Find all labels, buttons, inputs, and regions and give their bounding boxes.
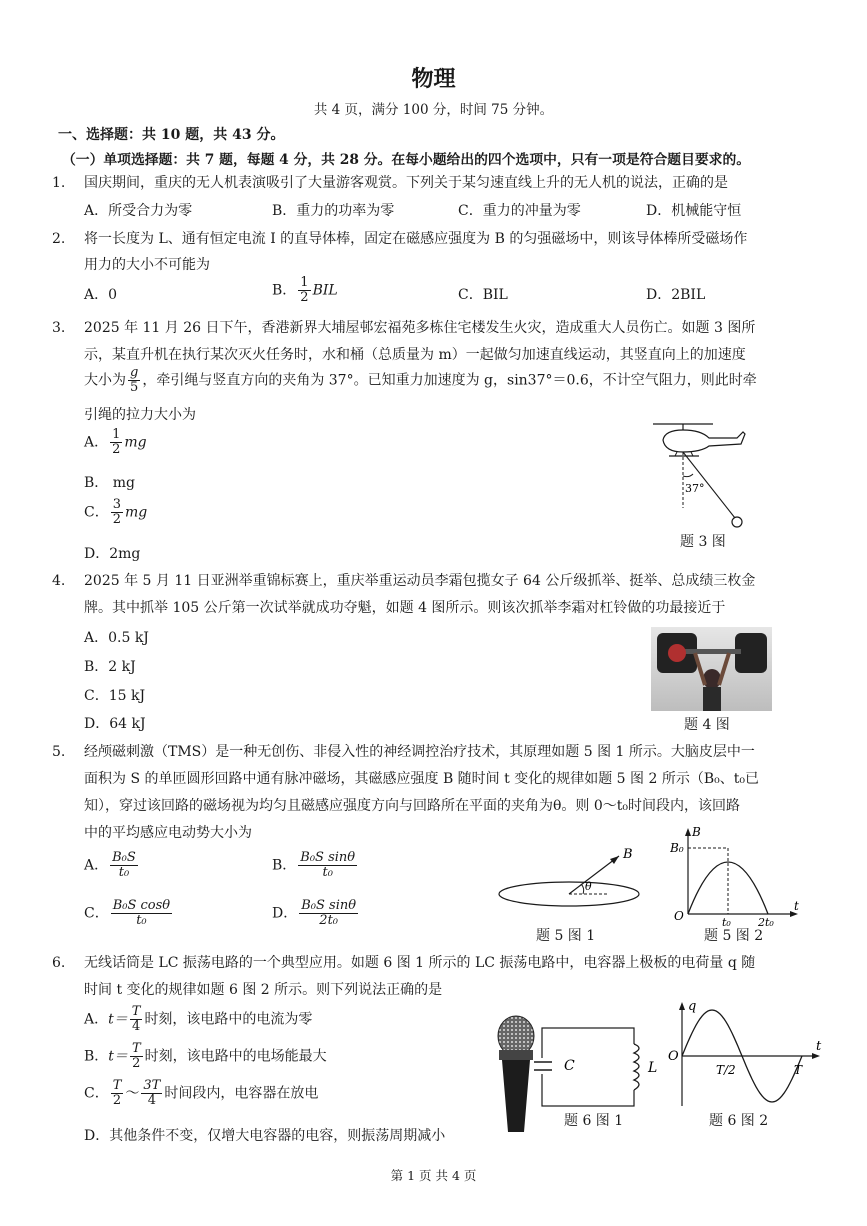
fraction: $\frac{\text{B₀S sinθ}}{\text{2t₀}}$ [301,898,357,928]
theta-label: θ [585,880,592,893]
q-t-graph [666,998,826,1110]
figure-caption: 题 4 图 [684,717,730,733]
figure-caption: 题 6 图 1 [564,1113,624,1129]
option-c: C． $\frac{3}{2}$ mg [84,497,148,527]
b-t-graph [670,826,810,926]
option-b: B． mg [84,475,135,491]
fraction: $\frac{3}{2}$ [112,497,121,527]
loop-figure [497,842,647,922]
subsection-heading: （一）单项选择题：共 7 题，每题 4 分，共 28 分。在每小题给出的四个选项中，只有一项是符合题目要求的。 [62,152,751,168]
figure-caption: 题 5 图 1 [536,928,596,944]
fraction: $\frac{1}{2}$ [300,275,309,305]
option-b: B．t＝ $\frac{T}{2}$ 时刻，该电路中的电场能最大 [84,1041,327,1071]
question-stem-cont: 大小为 $\frac{g}{5}$ ，牵引绳与竖直方向的夹角为 37°。已知重力加速度为 g，sin37°＝0.6，不计空气阻力，则此时牵 [84,365,757,395]
svg-text:B: B [692,826,701,839]
question-number: 1. [52,175,66,191]
option-c: C．15 kJ [84,688,146,704]
fraction: $\frac{\text{B₀S sinθ}}{\text{t₀}}$ [300,850,356,880]
svg-text:O: O [674,909,684,923]
svg-text:t: t [816,1039,822,1054]
svg-text:t₀: t₀ [722,916,731,926]
option-d: D．2BIL [646,287,706,303]
b-label: B [623,847,633,862]
question-stem: 将一长度为 L、通有恒定电流 I 的直导体棒，固定在磁感应强度为 B 的匀强磁场中，则该导体棒所受磁场作 [84,231,748,247]
option-d: D．机械能守恒 [646,203,742,219]
question-stem-cont: 引绳的拉力大小为 [84,407,196,423]
option-c: C．重力的冲量为零 [458,203,581,219]
inductor-label: L [648,1060,658,1076]
svg-text:O: O [668,1049,679,1064]
question-stem: 2025 年 11 月 26 日下午，香港新界大埔屋邨宏福苑多栋住宅楼发生火灾，造成重大人员伤亡。如题 3 图所 [84,320,756,336]
helicopter-body [663,430,745,452]
angle-label: 37° [685,482,705,495]
fraction: $\frac{1}{2}$ [112,427,121,457]
svg-text:t: t [794,899,799,913]
athlete-head [703,669,721,689]
weightlifting-photo [651,627,772,711]
svg-text:T: T [794,1063,803,1077]
svg-text:2t₀: 2t₀ [758,916,774,926]
bucket [732,517,742,527]
question-number: 3. [52,320,66,336]
barbell-bar [681,649,741,654]
figure-caption: 题 6 图 2 [709,1113,769,1129]
option-a: A． $\frac{\text{B₀S}}{\text{t₀}}$ [84,850,136,880]
question-number: 6. [52,955,66,971]
question-stem-cont: 面积为 S 的单匝圆形回路中通有脉冲磁场，其磁感应强度 B 随时间 t 变化的规律如题 5 图 2 所示（B₀、t₀已 [84,771,759,787]
option-d: D．2mg [84,546,141,562]
option-a: A．所受合力为零 [84,203,193,219]
question-stem: 无线话筒是 LC 振荡电路的一个典型应用。如题 6 图 1 所示的 LC 振荡电路中，电容器上极板的电荷量 q 随 [84,955,756,971]
question-stem-cont: 中的平均感应电动势大小为 [84,825,252,841]
question-number: 4. [52,573,66,589]
fraction: $\frac{T}{4}$ [131,1004,141,1034]
question-stem-cont: 时间 t 变化的规律如题 6 图 2 所示。则下列说法正确的是 [84,982,443,998]
option-b: B． $\frac{\text{B₀S sinθ}}{\text{t₀}}$ [272,850,356,880]
fraction: $\frac{\text{B₀S cosθ}}{\text{t₀}}$ [112,898,171,928]
page-subtitle: 共 4 页，满分 100 分，时间 75 分钟。 [313,102,554,118]
question-number: 2. [52,231,66,247]
question-stem-cont: 示，某直升机在执行某次灭火任务时，水和桶（总质量为 m）一起做匀加速直线运动，其竖直向上的加速度 [84,347,746,363]
fraction: $\frac{T}{2}$ [112,1078,122,1108]
option-d: D．64 kJ [84,716,146,732]
question-stem: 国庆期间，重庆的无人机表演吸引了大量游客观赏。下列关于某匀速直线上升的无人机的说法，正确的是 [84,175,728,191]
option-b: B．重力的功率为零 [272,203,395,219]
question-stem: 经颅磁刺激（TMS）是一种无创伤、非侵入性的神经调控治疗技术，其原理如题 5 图 1 所示。大脑皮层中一 [84,744,755,760]
helicopter-figure [645,418,750,530]
option-b: B．2 kJ [84,659,136,675]
b-vector [569,856,619,894]
question-number: 5. [52,744,66,760]
option-a: A．0.5 kJ [84,630,149,646]
fraction: $\frac{3T}{4}$ [143,1078,161,1108]
option-d: D． $\frac{\text{B₀S sinθ}}{\text{2t₀}}$ [272,898,357,928]
option-a: A． $\frac{1}{2}$ mg [84,427,147,457]
option-c: C． $\frac{\text{B₀S cosθ}}{\text{t₀}}$ [84,898,171,928]
question-stem-cont: 知），穿过该回路的磁场视为均匀且磁感应强度方向与回路所在平面的夹角为θ。则 0～t₀时间段内，该回路 [84,798,741,814]
option-c: C．BIL [458,287,508,303]
section-heading: 一、选择题：共 10 题，共 43 分。 [58,127,285,143]
question-stem-cont: 牌。其中抓举 105 公斤第一次试举就成功夺魁，如题 4 图所示。则该次抓举李霜对杠铃做的功最接近于 [84,600,726,616]
microphone-handle [502,1060,530,1132]
page-title: 物理 [411,67,456,92]
svg-text:T/2: T/2 [716,1063,736,1077]
option-b: B． $\frac{1}{2}$ BIL [272,275,338,305]
option-a: A．t＝ $\frac{T}{4}$ 时刻，该电路中的电流为零 [84,1004,313,1034]
question-stem-cont: 用力的大小不可能为 [84,257,210,273]
option-a: A．0 [84,287,118,303]
option-c: C． $\frac{T}{2}$ ～ $\frac{3T}{4}$ 时间段内，电容器在放电 [84,1078,319,1108]
fraction: $\frac{\text{B₀S}}{\text{t₀}}$ [112,850,136,880]
svg-text:B₀: B₀ [670,841,684,855]
page-footer: 第 1 页 共 4 页 [390,1168,477,1183]
circuit-wire [542,1028,634,1106]
fraction: $\frac{T}{2}$ [131,1041,141,1071]
option-d: D．其他条件不变，仅增大电容器的电容，则振荡周期减小 [84,1128,446,1144]
svg-text:q: q [688,999,697,1014]
capacitor-label: C [564,1058,575,1074]
figure-caption: 题 3 图 [680,534,726,550]
figure-caption: 题 5 图 2 [704,928,764,944]
fraction: $\frac{g}{5}$ [130,365,139,395]
question-stem: 2025 年 5 月 11 日亚洲举重锦标赛上，重庆举重运动员李霜包揽女子 64 公斤级抓举、挺举、总成绩三枚金 [84,573,756,589]
